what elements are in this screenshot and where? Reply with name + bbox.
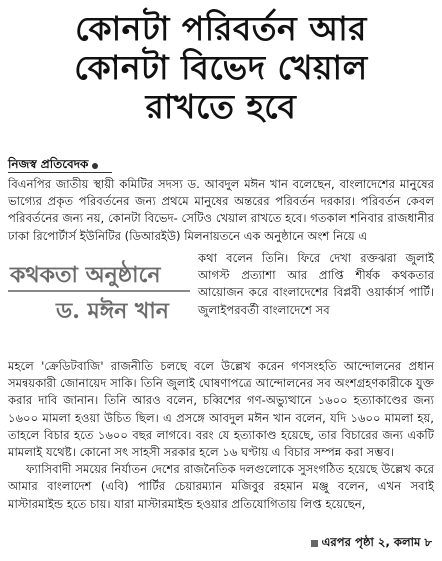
article-intro-text: বিএনপির জাতীয় স্থায়ী কমিটির সদস্য ড. আবদুল মঈন খান বলেছেন, বাংলাদেশের মানুষের ভাগ্যের প্রকৃত পরিবর্তনের জন্য প্রথমে মানুষের অন্তরের পরিবর্তন দরকার। পরিবর্তন কেবল পরিবর্তনের জন্য নয়, কোনটা বিভেদ- সেটিও খেয়াল রাখতে হবে। গতকাল শনিবার রাজধানীর ঢাকা রিপোর্টার্স ইউনিটির (ডিআরইউ) মিলনায়তনে এক অনুষ্ঠানে অংশ নিয়ে এ bbox=[8, 177, 434, 243]
byline-divider bbox=[8, 172, 112, 173]
article-paragraph-1: মহলে 'ক্রেডিটবাজি' রাজনীতি চলছে বলে উল্লেখ করেন গণসংহতি আন্দোলনের প্রধান সমন্বয়কারী জোনায়েদ সাকি। তিনি জুলাই ঘোষণাপত্রে আন্দোলনের সব অংশগ্রহণকারীকে যুক্ত করার দাবি জানান। তিনি আরও বলেন, চব্বিশের গণ-অভ্যুত্থানে ১৬০০ হত্যাকাণ্ডের জন্য ১৬০০ মামলা হওয়া উচিত ছিল। এ প্রসঙ্গে আবদুল মঈন খান বলেন, যদি ১৬০০ মামলা হয়, তাহলে বিচার হতে ১৬০০ বছর লাগবে। বরং যে হত্যাকাণ্ড হয়েছে, তার বিচারের জন্য একটি মামলাই যথেষ্ট। কোনো সৎ সাহসী সরকার হলে ১৬ ঘণ্টায় এ বিচার সম্পন্ন করা সম্ভব। bbox=[8, 359, 434, 460]
article-side-paragraph: কথা বলেন তিনি। ফিরে দেখা রক্তঝরা জুলাই আগস্ট প্রত্যাশা আর প্রাপ্তি শীর্ষক কথকতার আয়োজন করে বাংলাদেশের বিপ্লবী ওয়ার্কার্স পার্টি। জুলাইপরবর্তী বাংলাদেশে সব bbox=[198, 251, 434, 317]
pull-quote-divider bbox=[8, 290, 190, 292]
article-body bbox=[8, 358, 434, 513]
pull-quote-line-2: ড. মঈন খান bbox=[56, 298, 169, 324]
article-side-text bbox=[198, 250, 434, 319]
bullet-icon bbox=[92, 163, 98, 169]
pull-quote-line-1: কথকতা অনুষ্ঠানে bbox=[10, 262, 161, 288]
square-bullet-icon bbox=[311, 540, 318, 547]
article-intro bbox=[8, 176, 434, 245]
headline-line-1: কোনটা পরিবর্তন আর bbox=[75, 9, 367, 48]
headline-line-2: কোনটা বিভেদ খেয়াল bbox=[74, 47, 368, 87]
continuation-note bbox=[311, 534, 432, 553]
continuation-text: এরপর পৃষ্ঠা ২, কলাম ৮ bbox=[321, 535, 432, 549]
article-side-section bbox=[8, 250, 434, 370]
headline bbox=[0, 0, 442, 133]
headline-line-3: রাখতে হবে bbox=[145, 86, 297, 126]
article-paragraph-2: ফ্যাসিবাদী সময়ের নির্যাতন দেশের রাজনৈতিক দলগুলোকে সুসংগঠিত হয়েছে উল্লেখ করে আমার বাংলাদেশ (এবি) পার্টির চেয়ারম্যান মজিবুর রহমান মঞ্জু বলেন, এখন সবাই মাস্টারমাইন্ড হতে চায়। যারা মাস্টারমাইন্ড হওয়ার প্রতিযোগিতায় লিপ্ত হয়েছেন, bbox=[8, 462, 434, 511]
byline-text: নিজস্ব প্রতিবেদক bbox=[8, 157, 89, 171]
pull-quote-box bbox=[8, 258, 190, 358]
byline bbox=[8, 156, 98, 176]
